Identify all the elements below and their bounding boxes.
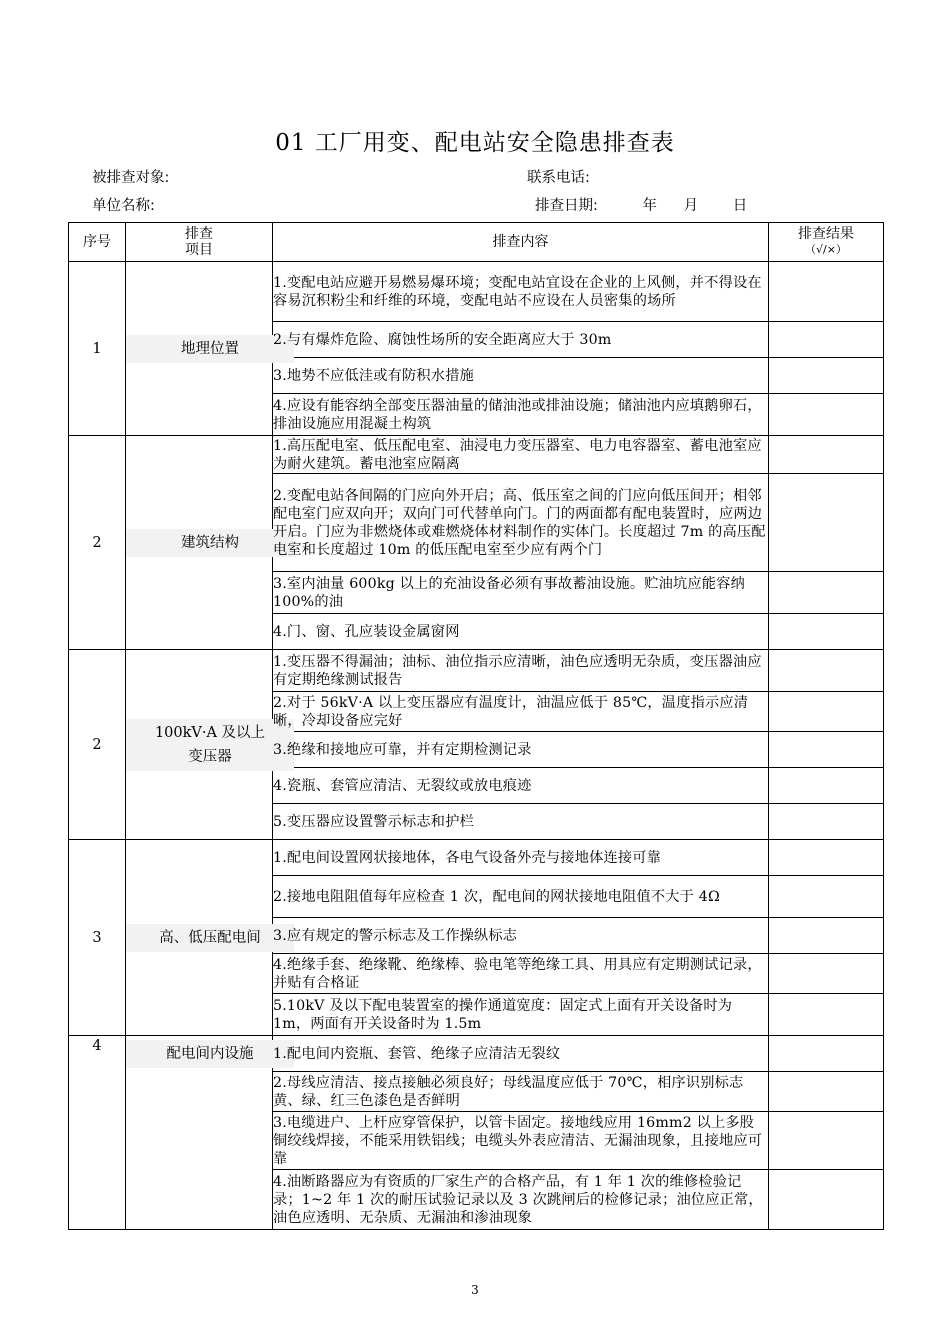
inspection-table bbox=[68, 222, 884, 1230]
group-item-label: 地理位置 bbox=[126, 335, 294, 363]
date-day: 日 bbox=[732, 198, 748, 214]
group-item bbox=[126, 436, 273, 650]
check-content: 3.地势不应低洼或有防积水措施 bbox=[273, 358, 769, 394]
table-row bbox=[69, 262, 884, 322]
date-month: 月 bbox=[683, 198, 699, 214]
result-cell[interactable] bbox=[769, 840, 884, 876]
date-label: 排查日期: bbox=[535, 198, 598, 214]
result-cell[interactable] bbox=[769, 474, 884, 572]
result-cell[interactable] bbox=[769, 394, 884, 436]
check-content: 4.绝缘手套、绝缘靴、绝缘棒、验电笔等绝缘工具、用具应有定期测试记录，并贴有合格证 bbox=[273, 954, 769, 994]
check-content: 4.门、窗、孔应装设金属窗网 bbox=[273, 614, 769, 650]
date-year: 年 bbox=[642, 198, 657, 214]
table-row bbox=[69, 650, 884, 692]
group-item bbox=[126, 650, 273, 840]
check-content: 2.对于 56kV·A 以上变压器应有温度计，油温应低于 85℃，温度指示应清晰，冷却设备应完好 bbox=[273, 692, 769, 732]
header-item-line2: 项目 bbox=[185, 242, 213, 258]
header-item-line1: 排查 bbox=[185, 226, 213, 242]
group-no: 2 bbox=[69, 650, 126, 840]
header-result-mark: （√/×） bbox=[805, 243, 847, 256]
check-content: 1.配电间内瓷瓶、套管、绝缘子应清洁无裂纹 bbox=[273, 1036, 769, 1072]
unit-name-label: 单位名称: bbox=[92, 198, 155, 214]
header-result-label: 排查结果 bbox=[798, 226, 854, 242]
group-item-label: 100kV·A 及以上变压器 bbox=[126, 719, 294, 771]
header-result bbox=[769, 223, 884, 262]
phone-label: 联系电话: bbox=[527, 170, 590, 186]
group-no: 2 bbox=[69, 436, 126, 650]
result-cell[interactable] bbox=[769, 1112, 884, 1170]
check-content: 1.高压配电室、低压配电室、油浸电力变压器室、电力电容器室、蓄电池室应为耐火建筑。蓄电池室应隔离 bbox=[273, 436, 769, 474]
check-content: 1.变配电站应避开易燃易爆环境；变配电站宜设在企业的上风侧，并不得设在容易沉积粉尘和纤维的环境，变配电站不应设在人员密集的场所 bbox=[273, 262, 769, 322]
group-item bbox=[126, 1036, 273, 1230]
result-cell[interactable] bbox=[769, 1036, 884, 1072]
result-cell[interactable] bbox=[769, 1170, 884, 1230]
result-cell[interactable] bbox=[769, 692, 884, 732]
inspected-object-label: 被排查对象: bbox=[92, 170, 170, 186]
header-item bbox=[126, 223, 273, 262]
result-cell[interactable] bbox=[769, 358, 884, 394]
group-item-label: 配电间内设施 bbox=[126, 1040, 294, 1068]
check-content: 4.瓷瓶、套管应清洁、无裂纹或放电痕迹 bbox=[273, 768, 769, 804]
group-no: 3 bbox=[69, 840, 126, 1036]
result-cell[interactable] bbox=[769, 918, 884, 954]
check-content: 2.与有爆炸危险、腐蚀性场所的安全距离应大于 30m bbox=[273, 322, 769, 358]
result-cell[interactable] bbox=[769, 876, 884, 918]
result-cell[interactable] bbox=[769, 954, 884, 994]
header-content: 排查内容 bbox=[273, 223, 769, 262]
result-cell[interactable] bbox=[769, 436, 884, 474]
result-cell[interactable] bbox=[769, 650, 884, 692]
group-item-label: 高、低压配电间 bbox=[126, 924, 294, 952]
table-row bbox=[69, 840, 884, 876]
result-cell[interactable] bbox=[769, 614, 884, 650]
result-cell[interactable] bbox=[769, 322, 884, 358]
result-cell[interactable] bbox=[769, 994, 884, 1036]
table-header-row bbox=[69, 223, 884, 262]
check-content: 3.电缆进户、上杆应穿管保护，以管卡固定。接地线应用 16mm2 以上多股铜绞线焊接，不能采用铁铝线；电缆头外表应清洁、无漏油现象，且接地应可靠 bbox=[273, 1112, 769, 1170]
result-cell[interactable] bbox=[769, 1072, 884, 1112]
table-row bbox=[69, 1036, 884, 1072]
check-content: 2.母线应清洁、接点接触必须良好；母线温度应低于 70℃，相序识别标志黄、绿、红三色漆色是否鲜明 bbox=[273, 1072, 769, 1112]
group-item-label: 建筑结构 bbox=[126, 529, 294, 557]
header-no: 序号 bbox=[69, 223, 126, 262]
check-content: 5.变压器应设置警示标志和护栏 bbox=[273, 804, 769, 840]
result-cell[interactable] bbox=[769, 262, 884, 322]
check-content: 3.应有规定的警示标志及工作操纵标志 bbox=[273, 918, 769, 954]
check-content: 2.变配电站各间隔的门应向外开启；高、低压室之间的门应向低压间开；相邻配电室门应双向开；双向门可代替单向门。门的两面都有配电装置时，应两边开启。门应为非燃烧体或难燃烧体材料制作的实体门。长度超过 7m 的高压配电室和长度超过 10m 的低压配电室至少应有两个门 bbox=[273, 474, 769, 572]
group-no: 4 bbox=[69, 1036, 126, 1230]
inspection-date bbox=[535, 194, 747, 215]
result-cell[interactable] bbox=[769, 572, 884, 614]
check-content: 1.变压器不得漏油；油标、油位指示应清晰，油色应透明无杂质，变压器油应有定期绝缘测试报告 bbox=[273, 650, 769, 692]
result-cell[interactable] bbox=[769, 732, 884, 768]
check-content: 3.室内油量 600kg 以上的充油设备必须有事故蓄油设施。贮油坑应能容纳 100%的油 bbox=[273, 572, 769, 614]
check-content: 4.应设有能容纳全部变压器油量的储油池或排油设施；储油池内应填鹅卵石，排油设施应用混凝土构筑 bbox=[273, 394, 769, 436]
group-no: 1 bbox=[69, 262, 126, 436]
table-row bbox=[69, 436, 884, 474]
result-cell[interactable] bbox=[769, 804, 884, 840]
check-content: 4.油断路器应为有资质的厂家生产的合格产品，有 1 年 1 次的维修检验记录；1~2 年 1 次的耐压试验记录以及 3 次跳闸后的检修记录；油位应正常，油色应透明、无杂质、无漏油和渗油现象 bbox=[273, 1170, 769, 1230]
page-number: 3 bbox=[471, 1283, 479, 1297]
check-content: 2.接地电阻阻值每年应检查 1 次，配电间的网状接地电阻值不大于 4Ω bbox=[273, 876, 769, 918]
check-content: 1.配电间设置网状接地体，各电气设备外壳与接地体连接可靠 bbox=[273, 840, 769, 876]
check-content: 5.10kV 及以下配电装置室的操作通道宽度：固定式上面有开关设备时为 1m，两面有开关设备时为 1.5m bbox=[273, 994, 769, 1036]
group-item bbox=[126, 262, 273, 436]
page-title: 01 工厂用变、配电站安全隐患排查表 bbox=[275, 130, 675, 156]
group-item bbox=[126, 840, 273, 1036]
result-cell[interactable] bbox=[769, 768, 884, 804]
check-content: 3.绝缘和接地应可靠，并有定期检测记录 bbox=[273, 732, 769, 768]
